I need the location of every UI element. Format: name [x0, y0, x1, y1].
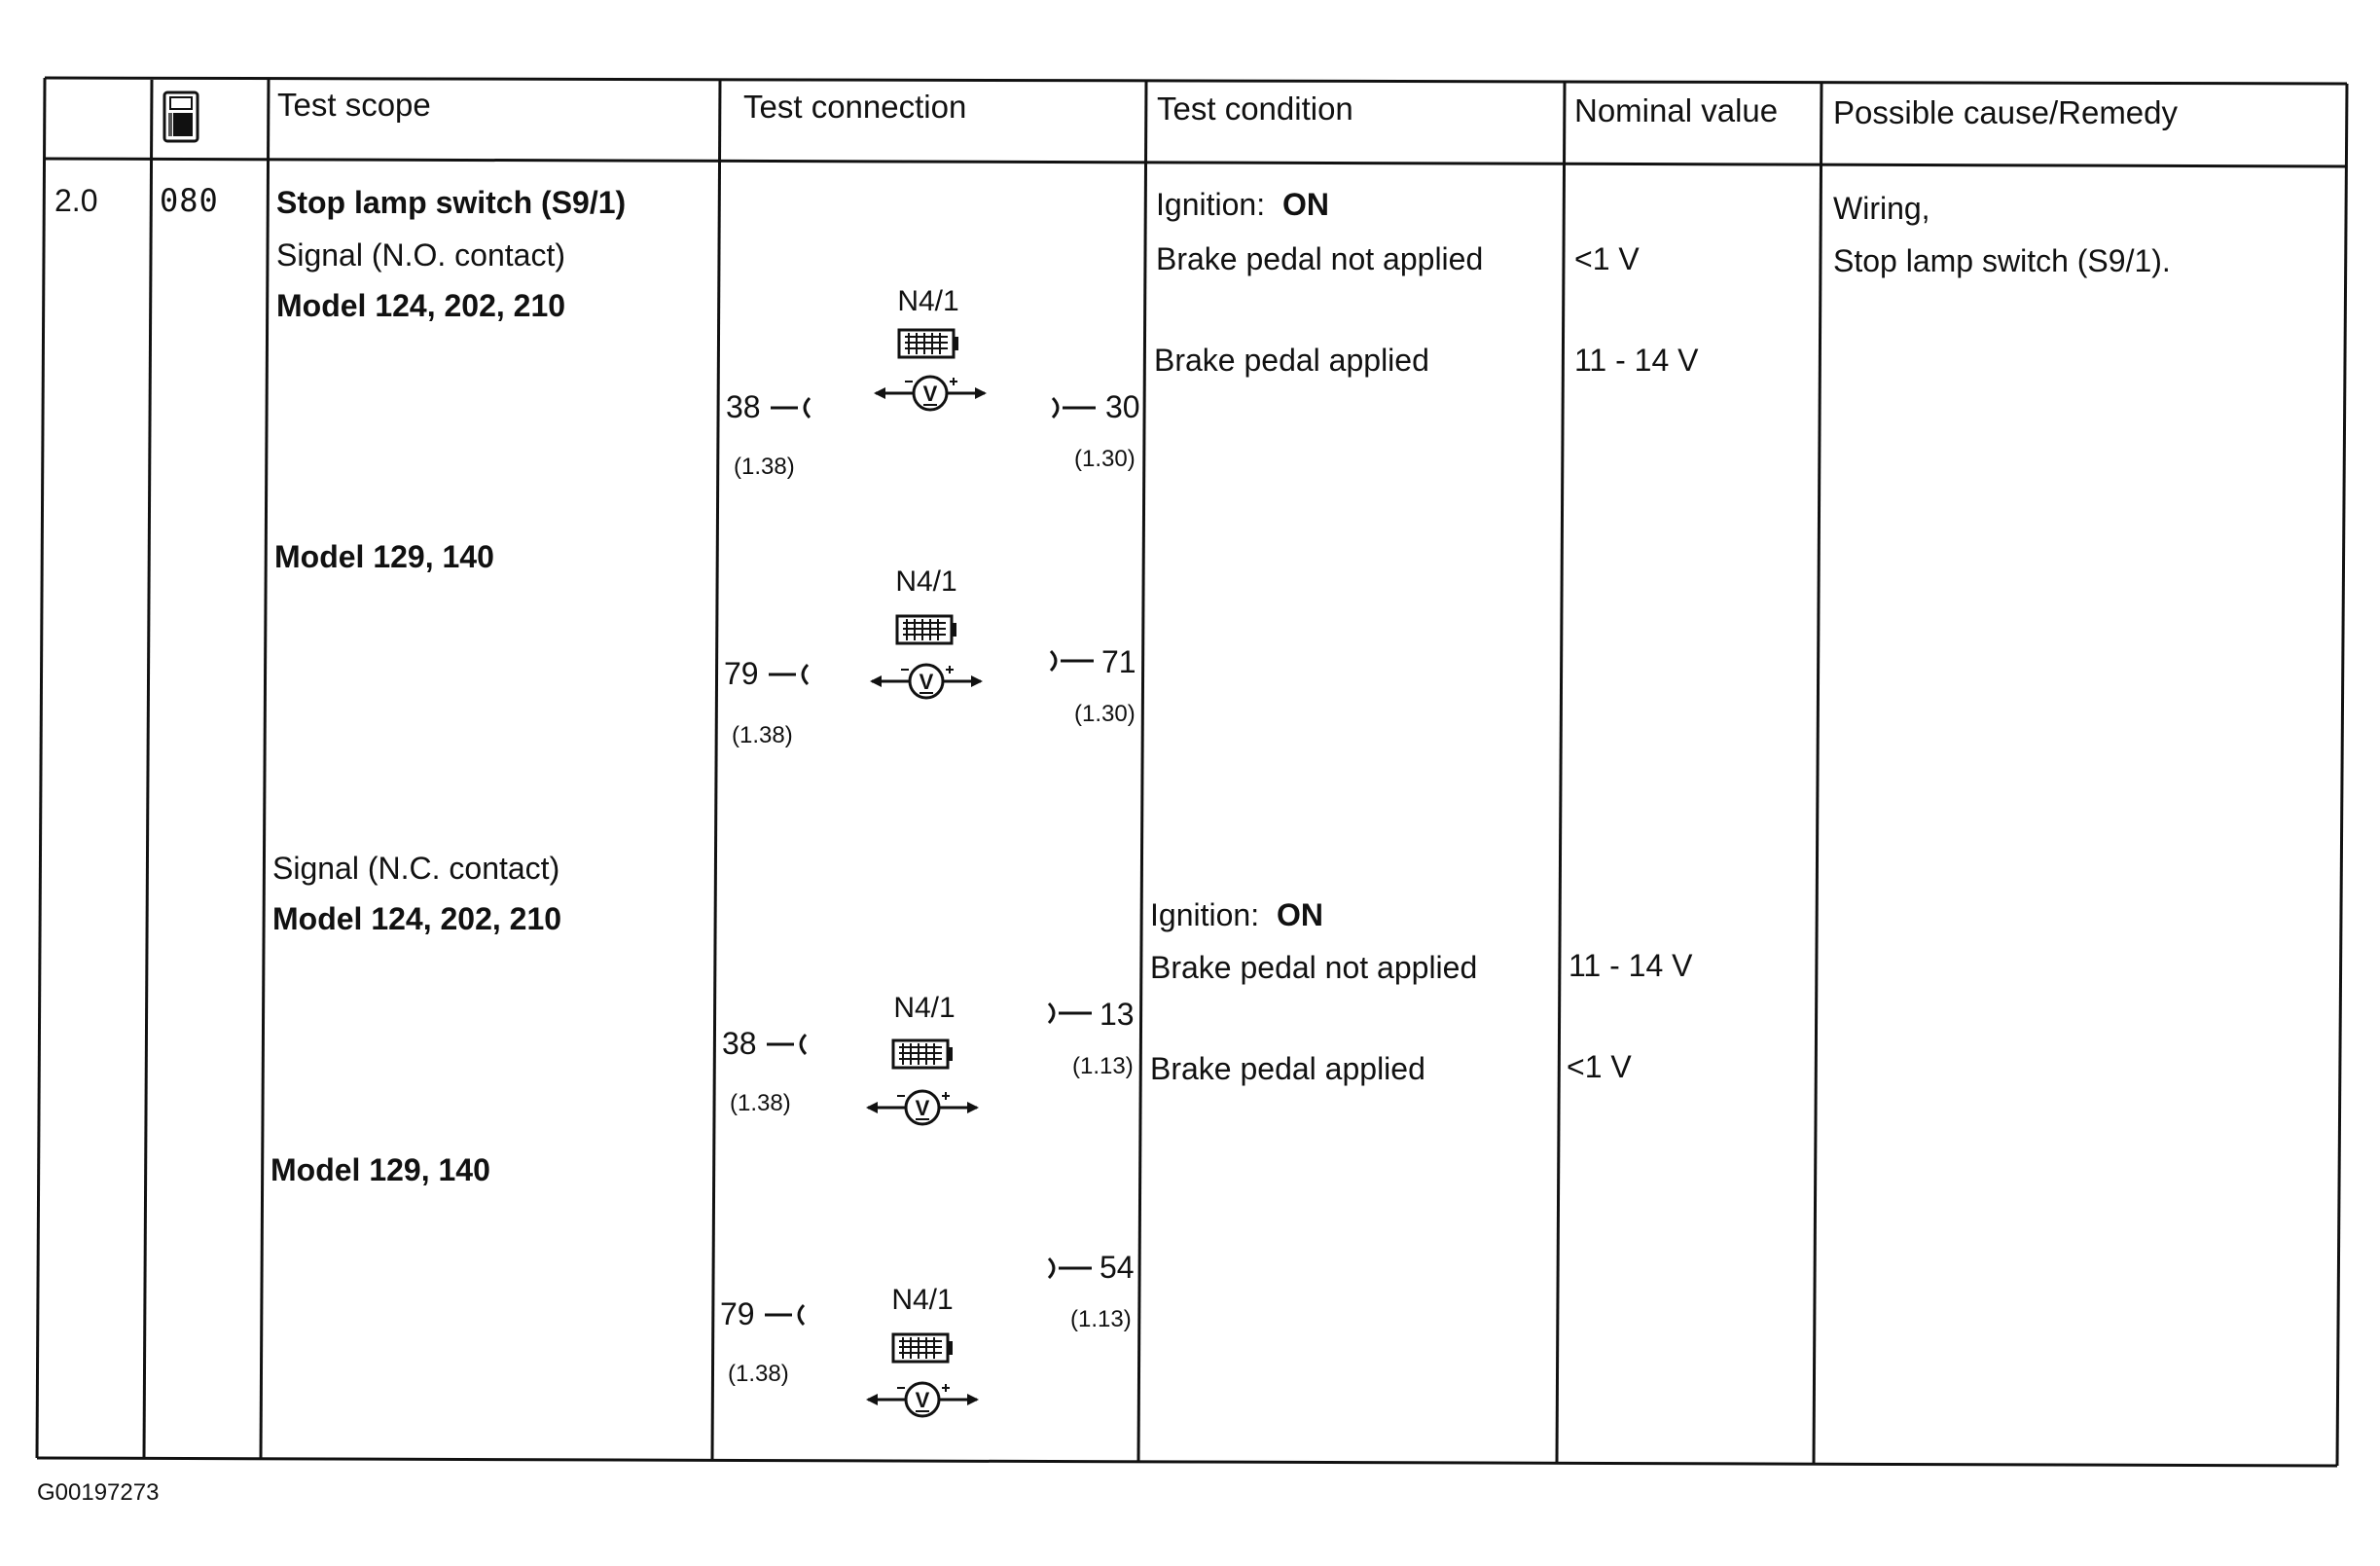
voltmeter-icon: [864, 1376, 981, 1419]
nominal-nc-not-applied: 11 - 14 V: [1569, 948, 1693, 983]
header-possible-cause: Possible cause/Remedy: [1833, 94, 2179, 130]
right-plug-icon: [1045, 1254, 1094, 1283]
condition-ignition-label: Ignition:: [1156, 187, 1266, 222]
left-pin-sub: (1.38): [728, 1361, 789, 1387]
right-pin: 30: [1105, 389, 1140, 424]
nominal-no-not-applied: <1 V: [1574, 241, 1640, 276]
voltmeter-icon: [864, 1084, 981, 1127]
left-plug-icon: [763, 1300, 808, 1329]
scope-signal-no: Signal (N.O. contact): [276, 237, 565, 273]
condition-not-applied: Brake pedal not applied: [1150, 950, 1478, 985]
header-nominal-value: Nominal value: [1574, 92, 1779, 128]
left-pin: 38: [726, 389, 761, 424]
header-test-scope: Test scope: [277, 87, 431, 123]
right-pin-sub: (1.13): [1070, 1306, 1132, 1332]
left-pin: 38: [722, 1026, 757, 1061]
right-pin-sub: (1.30): [1074, 701, 1136, 727]
left-pin-sub: (1.38): [730, 1090, 791, 1116]
right-plug-icon: [1047, 646, 1096, 675]
scope-model-b: Model 129, 140: [274, 539, 494, 574]
left-plug-icon: [767, 660, 811, 689]
tester-display-code: 080: [160, 182, 219, 219]
left-pin-sub: (1.38): [734, 454, 795, 480]
condition-ignition-value: ON: [1277, 897, 1323, 932]
right-plug-icon: [1045, 999, 1094, 1028]
step-number: 2.0: [54, 183, 98, 218]
ecu-label: N4/1: [895, 565, 957, 598]
ecu-label: N4/1: [897, 285, 959, 317]
control-unit-icon: [893, 613, 959, 648]
handheld-tester-icon: [162, 90, 200, 144]
control-unit-icon: [895, 327, 961, 362]
left-pin: 79: [720, 1296, 755, 1331]
condition-not-applied: Brake pedal not applied: [1156, 241, 1484, 276]
svg-text:V: V: [915, 1096, 930, 1120]
svg-text:V: V: [919, 670, 934, 694]
header-test-condition: Test condition: [1157, 91, 1353, 127]
condition-applied: Brake pedal applied: [1154, 343, 1429, 378]
right-pin-sub: (1.13): [1072, 1053, 1134, 1079]
control-unit-icon: [889, 1331, 956, 1366]
condition-applied: Brake pedal applied: [1150, 1051, 1425, 1086]
nominal-no-applied: 11 - 14 V: [1574, 343, 1699, 378]
scope-model-a: Model 124, 202, 210: [276, 288, 566, 323]
right-pin-sub: (1.30): [1074, 446, 1136, 472]
left-plug-icon: [769, 393, 813, 422]
control-unit-icon: [889, 1038, 956, 1073]
right-pin: 13: [1100, 997, 1135, 1032]
scope-title: Stop lamp switch (S9/1): [276, 185, 627, 220]
right-plug-icon: [1049, 393, 1098, 422]
voltmeter-icon: [868, 658, 985, 701]
svg-text:V: V: [915, 1388, 930, 1412]
remedy-line-2: Stop lamp switch (S9/1).: [1833, 243, 2171, 278]
header-test-connection: Test connection: [743, 89, 967, 125]
right-pin: 71: [1101, 644, 1136, 679]
left-pin: 79: [724, 656, 759, 691]
svg-text:V: V: [922, 382, 938, 406]
scope-signal-nc: Signal (N.C. contact): [272, 851, 560, 886]
ecu-label: N4/1: [893, 992, 956, 1024]
right-pin: 54: [1100, 1250, 1135, 1285]
left-pin-sub: (1.38): [732, 722, 793, 748]
figure-id: G00197273: [37, 1479, 160, 1506]
condition-ignition-value: ON: [1282, 187, 1329, 222]
scope-model-d: Model 129, 140: [270, 1152, 490, 1187]
remedy-line-1: Wiring,: [1833, 191, 1930, 226]
voltmeter-icon: [872, 370, 989, 413]
nominal-nc-applied: <1 V: [1567, 1049, 1632, 1084]
scope-model-c: Model 124, 202, 210: [272, 901, 562, 936]
left-plug-icon: [765, 1030, 810, 1059]
condition-ignition-label: Ignition:: [1150, 897, 1260, 932]
ecu-label: N4/1: [891, 1284, 954, 1316]
